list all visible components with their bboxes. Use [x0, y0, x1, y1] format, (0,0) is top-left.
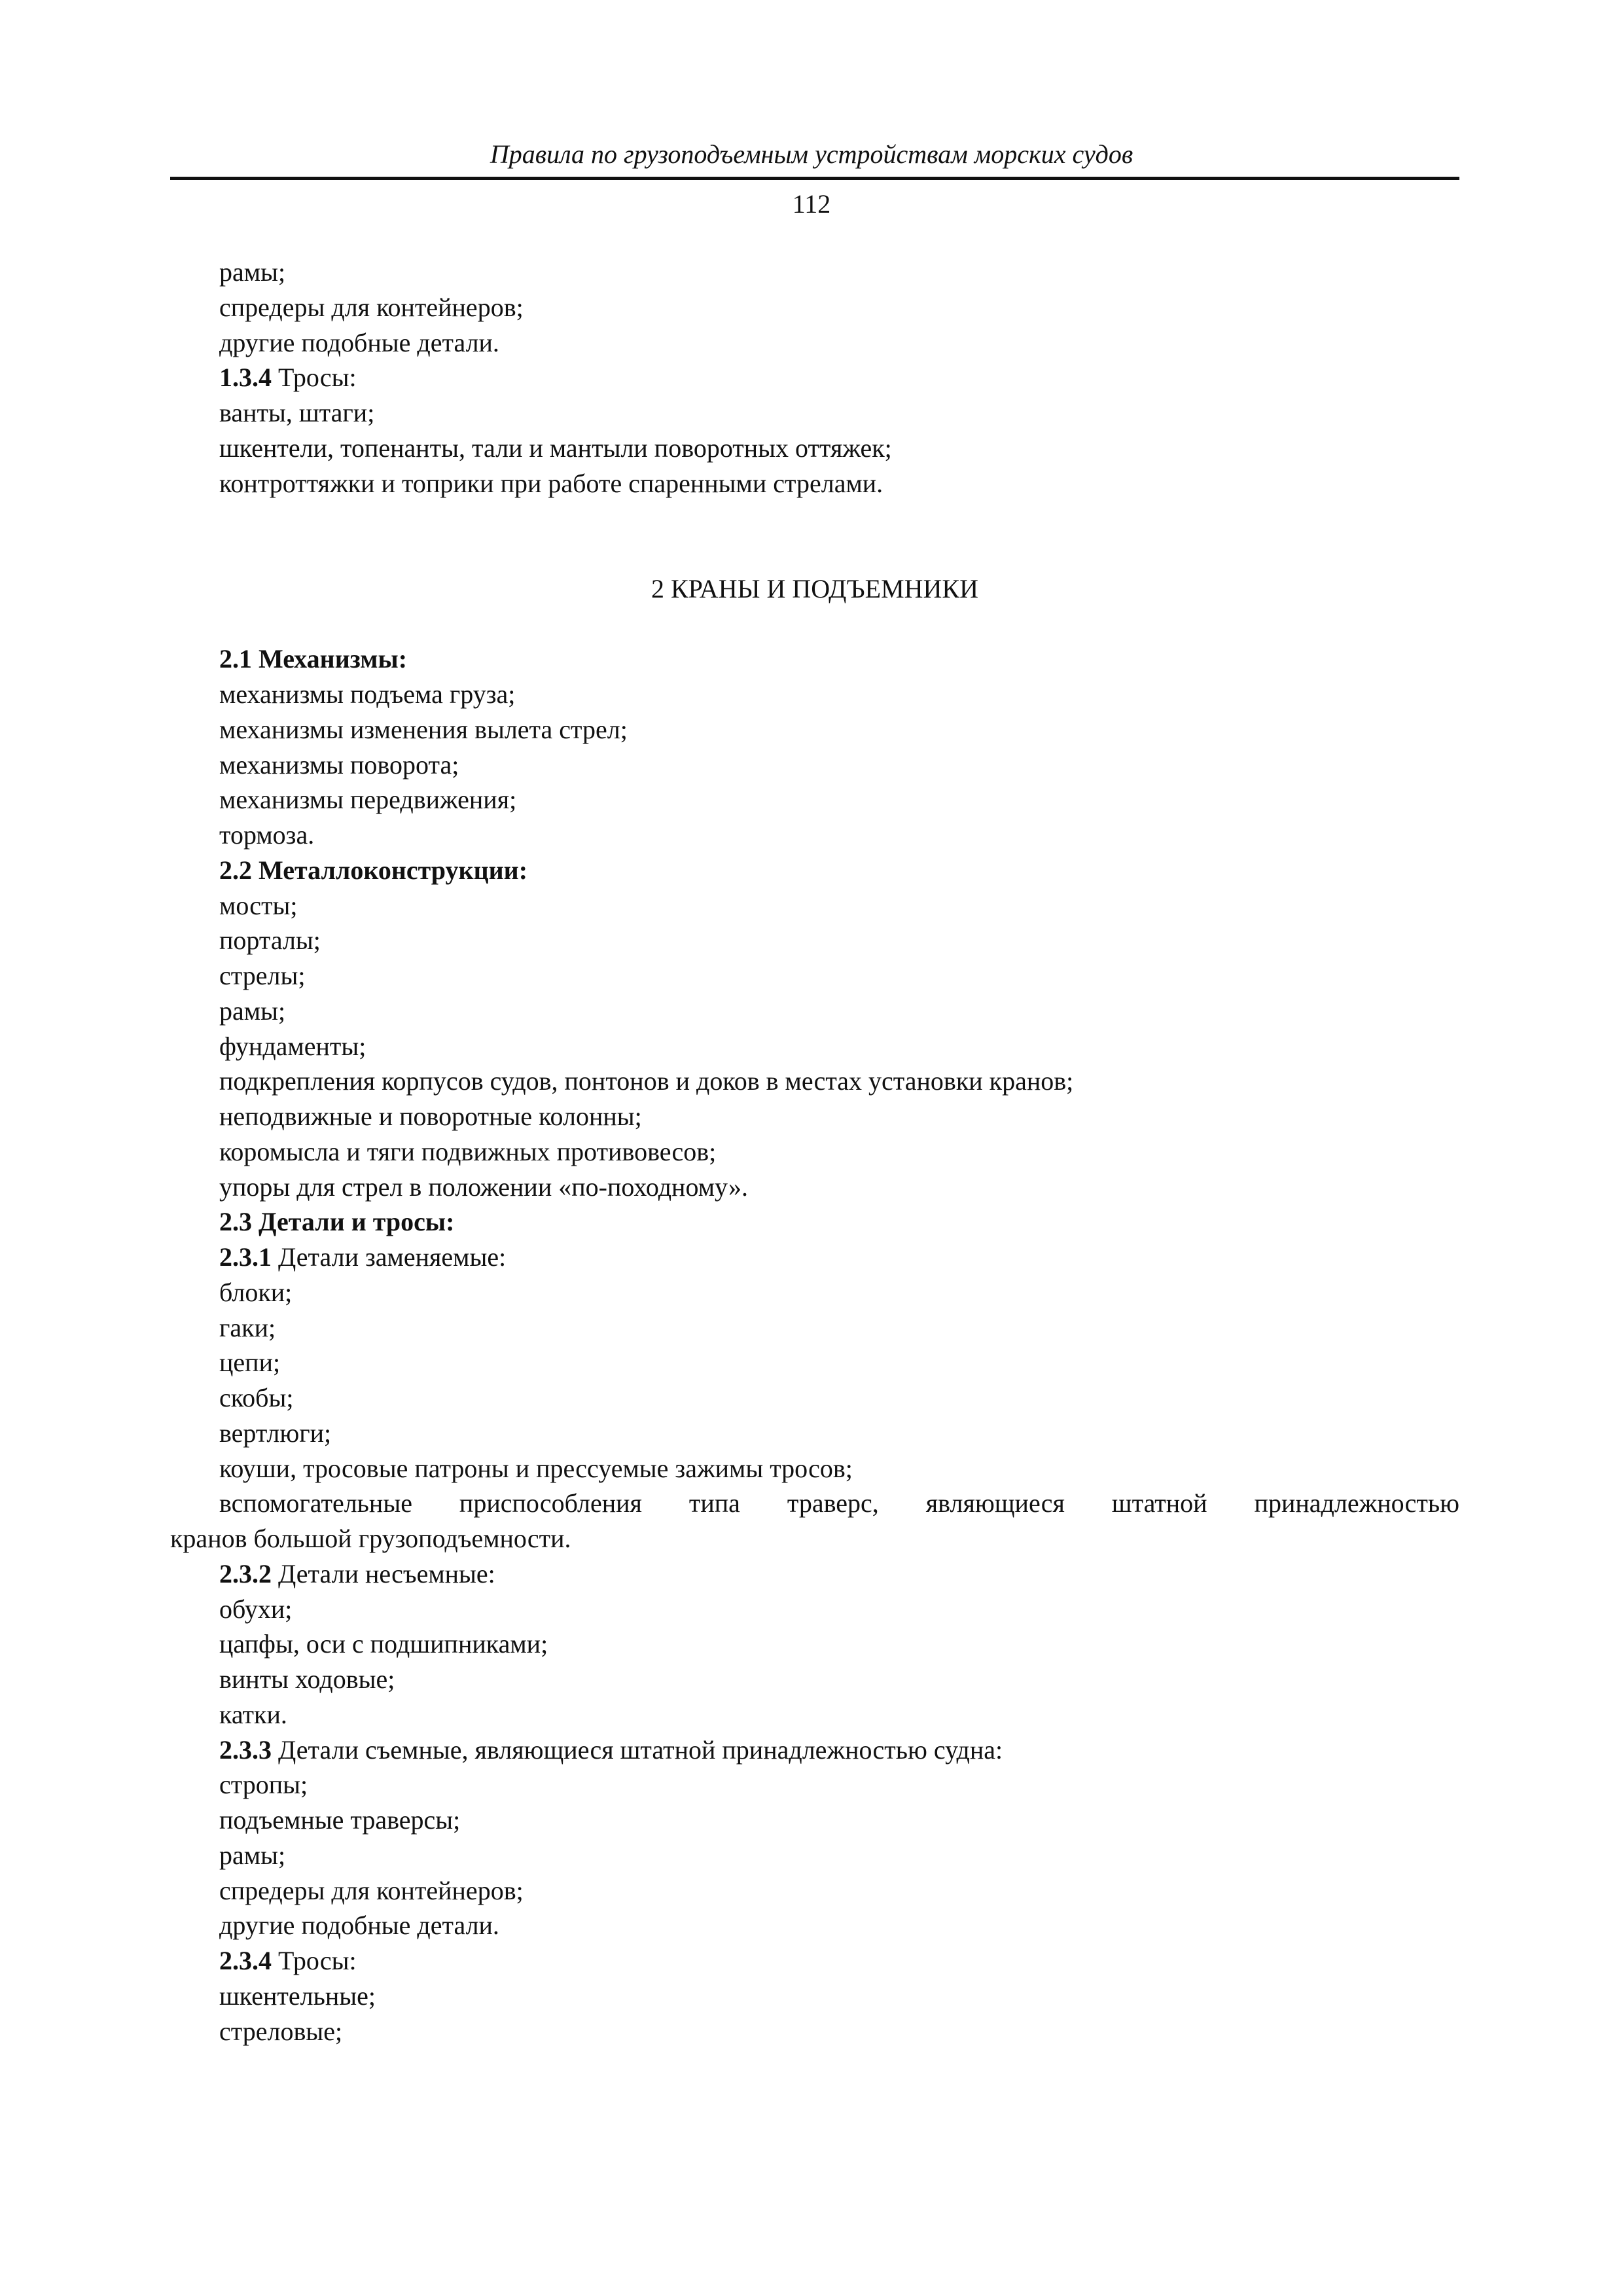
list-item: коромысла и тяги подвижных противовесов;	[219, 1136, 717, 1166]
clause-number: 2.3.3	[219, 1734, 272, 1765]
list-item: контроттяжки и топрики при работе спаренными стрелами.	[219, 468, 883, 498]
list-item: обухи;	[219, 1594, 293, 1624]
list-item: спредеры для контейнеров;	[219, 292, 524, 322]
list-item: рамы;	[219, 996, 286, 1026]
list-item: другие подобные детали.	[219, 327, 499, 357]
list-item: стропы;	[219, 1770, 308, 1800]
section-heading: 2 КРАНЫ И ПОДЪЕМНИКИ	[651, 573, 978, 603]
list-item: рамы;	[219, 1840, 286, 1870]
list-item: тормоза.	[219, 820, 315, 850]
clause-2-3-4	[170, 1943, 1459, 1979]
list-item: спредеры для контейнеров;	[219, 1875, 524, 1905]
list-item: упоры для стрел в положении «по-походному».	[219, 1172, 749, 1202]
list-item-long-continuation: кранов большой грузоподъемности.	[170, 1524, 571, 1553]
list-item: механизмы поворота;	[219, 749, 459, 780]
list-item: винты ходовые;	[219, 1664, 395, 1694]
clause-1-3-4	[170, 360, 1459, 395]
list-item: цепи;	[219, 1348, 281, 1378]
clause-number: 2.3.1	[219, 1242, 272, 1272]
subsection-title-2-1: 2.1 Механизмы:	[219, 644, 408, 674]
list-item: вертлюги;	[219, 1418, 332, 1448]
clause-text: Тросы:	[272, 1946, 357, 1975]
list-item: порталы;	[219, 925, 321, 956]
running-header-title: Правила по грузоподъемным устройствам морских судов	[490, 139, 1133, 169]
list-item: механизмы изменения вылета стрел;	[219, 714, 628, 744]
list-item: стреловые;	[219, 2016, 343, 2046]
list-item: гаки;	[219, 1312, 276, 1342]
clause-number: 2.3.2	[219, 1558, 272, 1588]
clause-text: Тросы:	[272, 363, 357, 393]
list-item: неподвижные и поворотные колонны;	[219, 1102, 642, 1131]
list-item: стрелы;	[219, 961, 306, 990]
list-item: скобы;	[219, 1383, 294, 1412]
list-item: цапфы, оси с подшипниками;	[219, 1629, 548, 1659]
header-rule	[170, 177, 1459, 180]
list-item: механизмы подъема груза;	[219, 679, 516, 709]
clause-number: 2.3.4	[219, 1946, 272, 1975]
list-item: ванты, штаги;	[219, 398, 375, 427]
list-item: блоки;	[219, 1277, 293, 1307]
subsection-title-2-2: 2.2 Металлоконструкции:	[219, 855, 528, 885]
spacer	[170, 501, 1459, 536]
list-item: мосты;	[219, 890, 298, 920]
list-item-long-first-line: вспомогательные приспособления типа траверс, являющиеся штатной принадлежностью	[219, 1488, 1459, 1518]
clause-2-3-2	[170, 1556, 1459, 1592]
spacer	[170, 536, 1459, 571]
page-number: 112	[792, 189, 831, 219]
clause-text: Детали несъемные:	[272, 1558, 495, 1588]
clause-text: Детали заменяемые:	[272, 1242, 507, 1272]
clause-2-3-1	[170, 1240, 1459, 1275]
list-item: подкрепления корпусов судов, понтонов и доков в местах установки кранов;	[219, 1066, 1074, 1096]
list-item: подъемные траверсы;	[219, 1805, 461, 1835]
list-item: механизмы передвижения;	[219, 785, 517, 815]
list-item: фундаменты;	[219, 1031, 366, 1061]
list-item: шкентельные;	[219, 1981, 376, 2011]
clause-number: 1.3.4	[219, 363, 272, 393]
list-item: рамы;	[219, 257, 286, 287]
subsection-title-2-3: 2.3 Детали и тросы:	[219, 1207, 455, 1237]
list-item: шкентели, топенанты, тали и мантыли поворотных оттяжек;	[219, 433, 892, 463]
clause-text: Детали съемные, являющиеся штатной принадлежностью судна:	[272, 1734, 1003, 1765]
clause-2-3-3	[170, 1732, 1459, 1768]
list-item: коуши, тросовые патроны и прессуемые зажимы тросов;	[219, 1453, 853, 1483]
list-item: другие подобные детали.	[219, 1910, 499, 1941]
list-item: катки.	[219, 1699, 287, 1729]
spacer	[170, 607, 1459, 642]
page-body	[170, 255, 1459, 2049]
